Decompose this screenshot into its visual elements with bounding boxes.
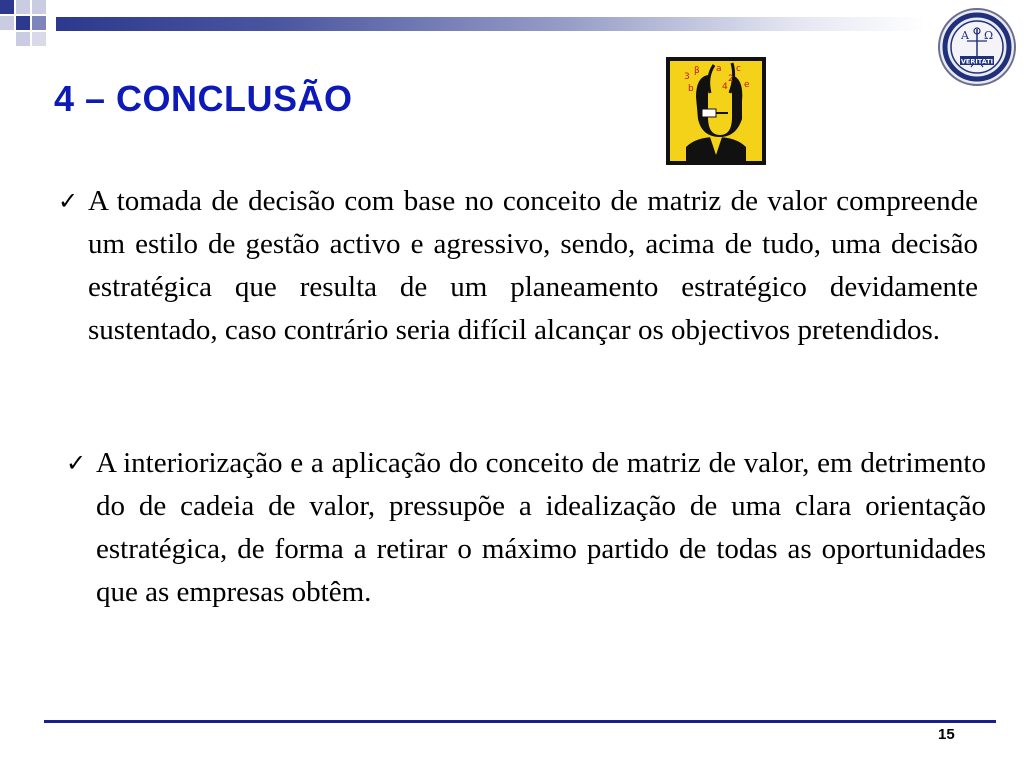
svg-text:b: b: [688, 84, 694, 94]
checkmark-icon: ✓: [66, 449, 87, 477]
slide-title: 4 – CONCLUSÃO: [54, 78, 353, 119]
bullet-text: A tomada de decisão com base no conceito de matriz de valor compreende um estilo de gestão activo e agressivo, sendo, acima de tudo, uma decisão estratégica que resulta de um planeamento estratégico devidamente sustentado, caso contrário seria difícil alcançar os objectivos pretendidos.: [88, 185, 978, 346]
footer-divider: [44, 720, 996, 723]
page-number: 15: [938, 726, 955, 743]
checkmark-icon: ✓: [58, 187, 79, 215]
svg-text:a: a: [716, 64, 722, 74]
university-seal-icon: [937, 7, 1017, 87]
header-accent-bar: [56, 17, 926, 31]
svg-text:A: A: [961, 29, 969, 42]
svg-text:β: β: [694, 66, 700, 76]
svg-text:Ω: Ω: [984, 29, 994, 42]
conclusion-bullet-2: [66, 442, 986, 614]
thinking-head-illustration: [666, 57, 766, 165]
svg-text:2: 2: [728, 74, 734, 84]
bullet-text: A interiorização e a aplicação do conceito de matriz de valor, em detrimento do de cadeia de valor, pressupõe a idealização de uma clara orientação estratégica, de forma a retirar o máximo partido de todas as oportunidades que as empresas obtêm.: [96, 447, 986, 608]
svg-text:3: 3: [684, 72, 690, 82]
svg-text:4: 4: [722, 82, 728, 92]
conclusion-bullet-1: [58, 180, 978, 352]
svg-text:e: e: [744, 80, 750, 90]
seal-text: VERITATI: [960, 57, 994, 66]
svg-text:c: c: [736, 64, 741, 74]
